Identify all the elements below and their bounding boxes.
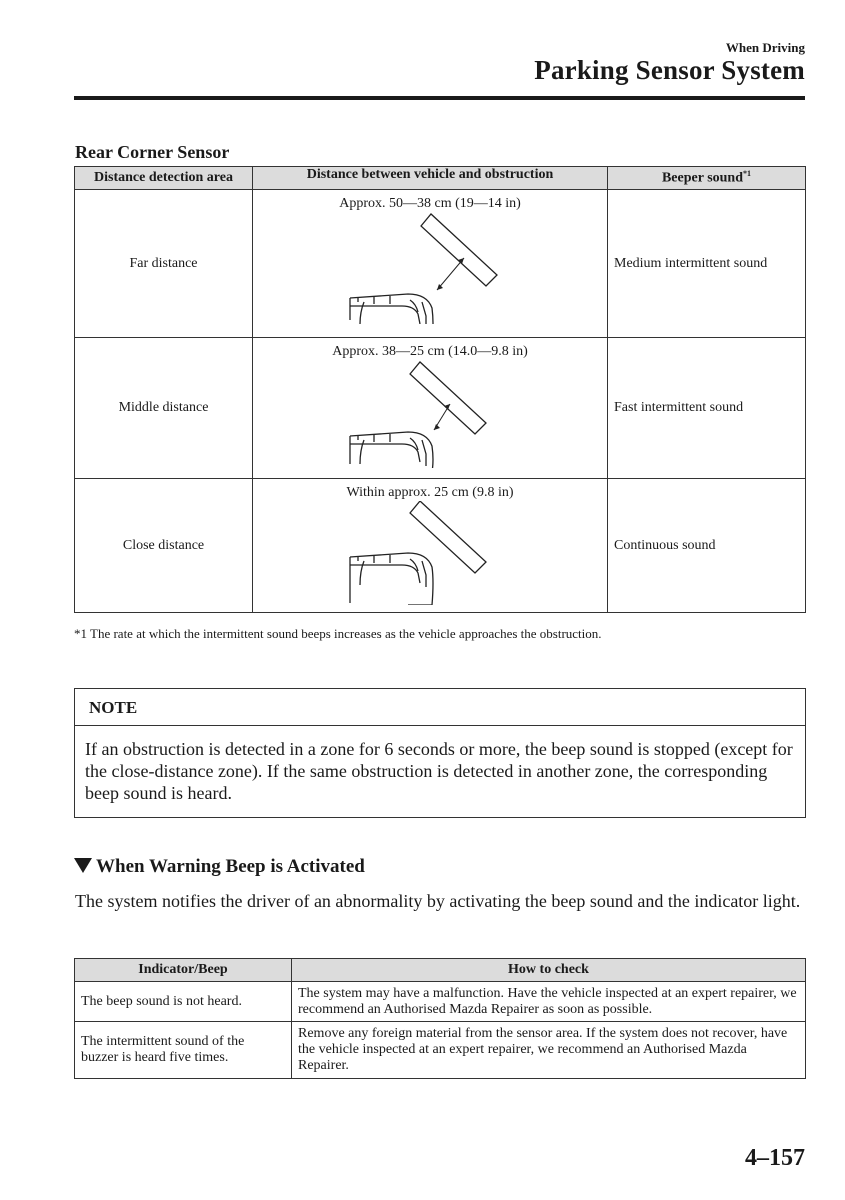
area-cell: Middle distance — [75, 338, 253, 479]
table-row — [75, 982, 806, 1022]
table-header-row — [75, 959, 806, 982]
page-number: 4–157 — [745, 1145, 805, 1171]
distance-cell — [253, 190, 608, 338]
title-rule — [74, 96, 805, 100]
section-label: When Driving — [725, 40, 805, 55]
table-row — [75, 1022, 806, 1079]
indicator-cell: The beep sound is not heard. — [75, 982, 292, 1022]
warning-heading-text: When Warning Beep is Activated — [96, 856, 365, 877]
column-header-beeper — [608, 167, 806, 190]
note-text: If an obstruction is detected in a zone for 6 seconds or more, the beep sound is stopped (except for the close-distance zone). If the same obstruction is detected in another zone, the corresponding beep sound is heard. — [85, 739, 793, 803]
footnote: *1 The rate at which the intermittent sound beeps increases as the vehicle approaches the obstruction. — [74, 626, 602, 641]
page-title: Parking Sensor System — [534, 55, 805, 85]
distance-cell — [253, 479, 608, 613]
column-header-indicator: Indicator/Beep — [75, 959, 292, 982]
warning-beep-heading — [74, 856, 365, 878]
distance-cell — [253, 338, 608, 479]
check-cell: Remove any foreign material from the sensor area. If the system does not recover, have the vehicle inspected at an expert repairer, we recommend an Authorised Mazda Repairer. — [292, 1022, 806, 1079]
distance-text: Approx. 50—38 cm (19—14 in) — [339, 196, 521, 211]
warning-check-table — [74, 958, 806, 1079]
check-cell: The system may have a malfunction. Have the vehicle inspected at an expert repairer, we recommend an Authorised Mazda Repairer as soon as possible. — [292, 982, 806, 1022]
area-cell: Far distance — [75, 190, 253, 338]
note-heading: NOTE — [75, 689, 805, 726]
distance-text: Within approx. 25 cm (9.8 in) — [346, 485, 514, 500]
indicator-cell: The intermittent sound of the buzzer is heard five times. — [75, 1022, 292, 1079]
table-row — [75, 479, 806, 613]
middle-distance-diagram — [340, 360, 520, 468]
column-header-area: Distance detection area — [75, 167, 253, 190]
note-box — [74, 688, 806, 818]
table-header-row — [75, 167, 806, 190]
area-cell: Close distance — [75, 479, 253, 613]
distance-text: Approx. 38—25 cm (14.0—9.8 in) — [332, 344, 528, 359]
table-row — [75, 338, 806, 479]
column-header-check: How to check — [292, 959, 806, 982]
beeper-cell: Fast intermittent sound — [608, 338, 806, 479]
triangle-down-icon — [74, 858, 92, 873]
rear-corner-heading: Rear Corner Sensor — [75, 142, 230, 162]
warning-intro: The system notifies the driver of an abnormality by activating the beep sound and the indicator light. — [75, 891, 801, 911]
beeper-header-label: Beeper sound — [661, 170, 744, 186]
beeper-cell: Continuous sound — [608, 479, 806, 613]
column-header-distance: Distance between vehicle and obstruction — [253, 167, 608, 190]
far-distance-diagram — [340, 212, 520, 324]
footnote-ref: *1 — [743, 169, 752, 179]
table-row — [75, 190, 806, 338]
beeper-cell: Medium intermittent sound — [608, 190, 806, 338]
rear-corner-sensor-table — [74, 166, 806, 613]
close-distance-diagram — [340, 501, 520, 605]
